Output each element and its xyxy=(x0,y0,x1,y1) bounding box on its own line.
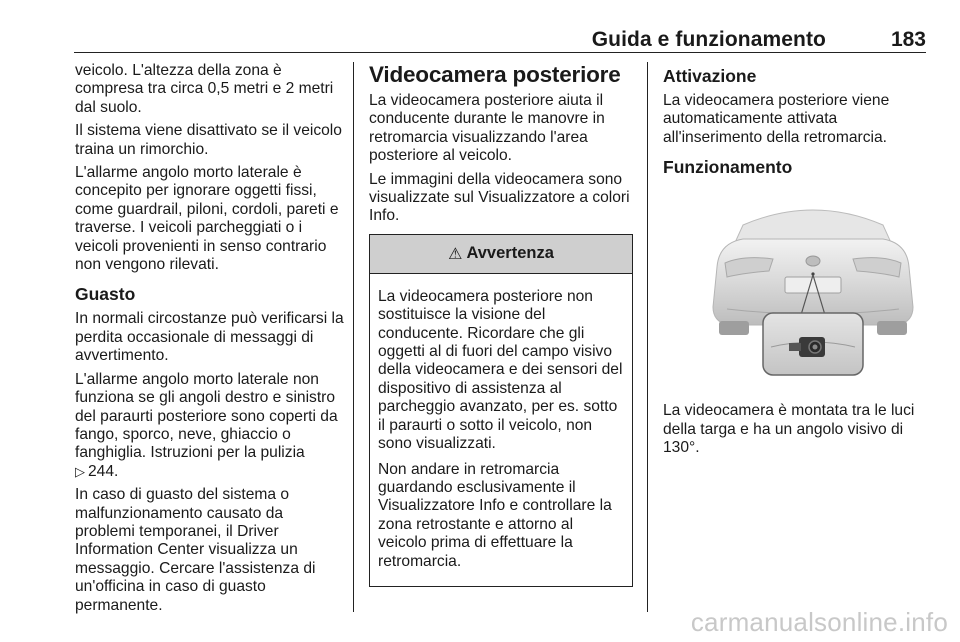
section-heading-guasto: Guasto xyxy=(75,284,136,305)
section-heading-videocamera: Videocamera posteriore xyxy=(369,62,621,87)
warning-paragraph: La videocamera posteriore non sostituisce la visione del conducente. Ricordare che gli oggetti al di fuori del campo visivo della videocamera e dei sensori del dispositivo di assistenza al parcheggio avanzato, per es. sotto il paraurti o sotto il veicolo, non sono visualizzati. xyxy=(378,287,623,453)
paragraph: Il sistema viene disattivato se il veicolo traina un rimorchio. xyxy=(75,122,342,158)
paragraph xyxy=(75,371,345,481)
paragraph: La videocamera posteriore aiuta il conducente durante le manovre in retromarcia visualizzando l'area posteriore al veicolo. xyxy=(369,92,605,165)
column-left xyxy=(75,62,345,620)
paragraph: L'allarme angolo morto laterale è concepito per ignorare oggetti fissi, come guardrail, piloni, cordoli, pareti e traverse. I veicoli parcheggiati o i veicoli provenienti in senso contrario non vengono rilevati. xyxy=(75,164,339,274)
section-heading-attivazione: Attivazione xyxy=(663,66,757,86)
warning-paragraph: Non andare in retromarcia guardando esclusivamente il Visualizzatore Info e controllare la zona retrostante e attorno al veicolo prima di effettuare la retromarcia. xyxy=(378,460,612,570)
column-middle xyxy=(369,62,635,587)
page-number: 183 xyxy=(890,28,926,51)
warning-body xyxy=(370,274,632,586)
paragraph-text: L'allarme angolo morto laterale non funziona se gli angoli destro e sinistro del paraurti posteriore sono coperti da fango, sporco, neve, ghiaccio o fanghiglia. Istruzioni per la pulizia xyxy=(75,370,338,462)
column-divider xyxy=(647,62,648,612)
section-heading-funzionamento: Funzionamento xyxy=(663,157,793,178)
warning-triangle-icon: ⚠ xyxy=(448,245,463,263)
paragraph: Le immagini della videocamera sono visualizzate sul Visualizzatore a colori Info. xyxy=(369,170,630,225)
paragraph: In caso di guasto del sistema o malfunzionamento causato da problemi temporanei, il Driver Information Center visualizza un messaggio. Cercare l'assistenza di un'officina in caso di guasto permanente. xyxy=(75,486,316,614)
page-reference-link[interactable]: 244. xyxy=(88,462,119,480)
watermark: carmanualsonline.info xyxy=(690,607,948,637)
warning-title-bar xyxy=(370,235,632,274)
paragraph: La videocamera è montata tra le luci della targa e ha un angolo visivo di 130°. xyxy=(663,402,915,457)
warning-box xyxy=(369,234,633,587)
page-header xyxy=(74,26,926,53)
column-right xyxy=(663,62,927,462)
paragraph: In normali circostanze può verificarsi la perdita occasionale di messaggi di avvertimento. xyxy=(75,310,344,365)
rear-camera-illustration xyxy=(703,197,923,383)
warning-title: Avvertenza xyxy=(466,244,554,263)
page-title: Guida e funzionamento xyxy=(591,28,826,51)
paragraph: La videocamera posteriore viene automaticamente attivata all'inserimento della retromarcia. xyxy=(663,92,890,146)
paragraph: veicolo. L'altezza della zona è compresa tra circa 0,5 metri e 2 metri dal suolo. xyxy=(75,62,334,116)
column-divider xyxy=(353,62,354,612)
reference-arrow-icon: ▷ xyxy=(75,463,85,479)
